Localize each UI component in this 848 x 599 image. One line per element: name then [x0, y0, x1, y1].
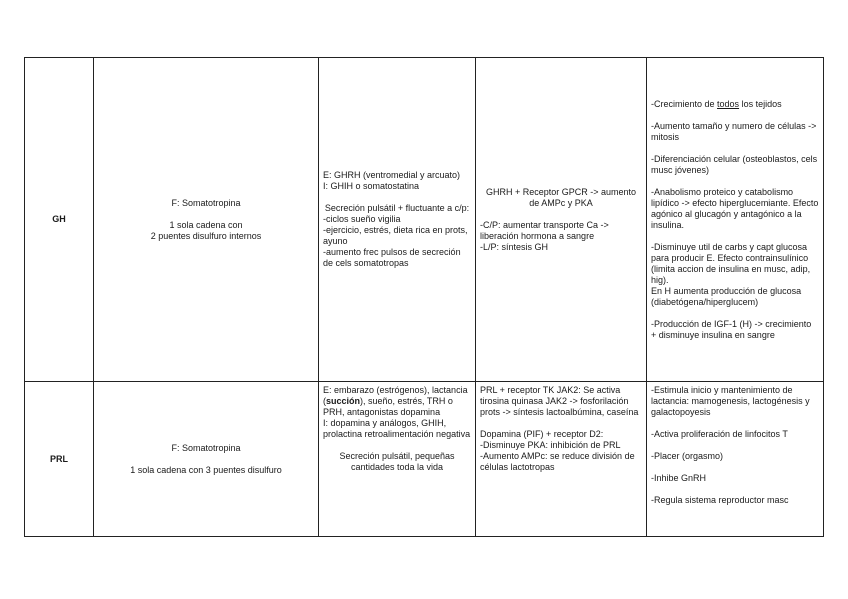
effect-item: -Producción de IGF-1 (H) -> crecimiento + disminuye insulina en sangre [651, 318, 812, 340]
bold-word: succión [326, 396, 361, 406]
mechanism-dopamine: Dopamina (PIF) + receptor D2: [480, 429, 604, 439]
regulation-inhibition: I: dopamina y análogos, GHIH, prolactina retroalimentación negativa [323, 418, 471, 439]
hormone-name: PRL [50, 453, 68, 464]
effect-item: -Regula sistema reproductor masc [651, 495, 789, 505]
table-row-gh [25, 58, 824, 382]
effect-item: -Diferenciación celular (osteoblastos, cels musc jóvenes) [651, 153, 818, 175]
structure-cell [94, 58, 319, 382]
structure-detail-2: 2 puentes disulfuro internos [150, 230, 262, 241]
mechanism-lp: -L/P: síntesis GH [480, 241, 549, 252]
hormone-table [24, 57, 824, 537]
regulation-estimulation: E: embarazo (estrógenos), lactancia (succión), sueño, estrés, TRH o PRH, antagonistas dopamina [323, 385, 468, 417]
effect-item: -Aumento tamaño y numero de células -> mitosis [651, 120, 817, 142]
mechanism-cp: -C/P: aumentar transporte Ca -> liberación hormona a sangre [480, 219, 609, 241]
table-row-prl [25, 382, 824, 537]
structure-name: F: Somatotropina [171, 442, 241, 453]
regulation-estimulation: E: GHRH (ventromedial y arcuato) [323, 170, 461, 180]
hormone-name: GH [52, 214, 66, 224]
hormone-name-cell [25, 58, 94, 382]
structure-cell [94, 382, 319, 537]
secretion-title: Secreción pulsátil + fluctuante a c/p: [324, 203, 470, 213]
effects-cell [647, 382, 824, 537]
mechanism-pka: -Disminuye PKA: inhibición de PRL [480, 440, 621, 450]
mechanism-ampc: -Aumento AMPc: se reduce división de células lactotropas [480, 451, 635, 472]
mechanism-main: GHRH + Receptor GPCR -> aumento de AMPc y PKA [485, 186, 637, 208]
hormone-name-cell [25, 382, 94, 537]
effects-cell [647, 58, 824, 382]
regulation-cell [319, 58, 476, 382]
structure-detail-1: 1 sola cadena con [169, 219, 243, 230]
regulation-cell [319, 382, 476, 537]
secretion-note: Secreción pulsátil, pequeñas cantidades toda la vida [339, 451, 455, 472]
effect-item: -Inhibe GnRH [651, 473, 707, 483]
structure-name: F: Somatotropina [171, 197, 241, 208]
mechanism-cell [476, 382, 647, 537]
effect-item: -Anabolismo proteico y catabolismo lipídico -> efecto hiperglucemiante. Efecto agónico al glucagón y antagónico a la insulina. [651, 186, 819, 230]
secretion-bullet: -ciclos sueño vigilia [323, 214, 401, 224]
mechanism-jak2: PRL + receptor TK JAK2: Se activa tirosina quinasa JAK2 -> fosforilación prots -> síntesis lactoalbúmina, caseína [480, 385, 639, 417]
regulation-inhibition: I: GHIH o somatostatina [323, 181, 420, 191]
effect-item: -Disminuye util de carbs y capt glucosa para producir E. Efecto contrainsulínico (limita accion de insulina en musc, adip, hig). En H aumenta producción de glucosa (diabetógena/hiperglucem) [651, 241, 811, 307]
underlined-word: todos [717, 98, 740, 109]
mechanism-cell [476, 58, 647, 382]
effect-item: -Estimula inicio y mantenimiento de lactancia: mamogenesis, lactogénesis y galactopoyesis [651, 385, 810, 417]
effect-item: -Crecimiento de todos los tejidos [651, 98, 782, 109]
effect-item: -Placer (orgasmo) [651, 451, 724, 461]
effect-item: -Activa proliferación de linfocitos T [651, 429, 788, 439]
secretion-bullet: -aumento frec pulsos de secreción de cels somatotropas [323, 247, 461, 268]
secretion-bullet: -ejercicio, estrés, dieta rica en prots, ayuno [323, 225, 468, 246]
structure-detail: 1 sola cadena con 3 puentes disulfuro [130, 464, 282, 475]
